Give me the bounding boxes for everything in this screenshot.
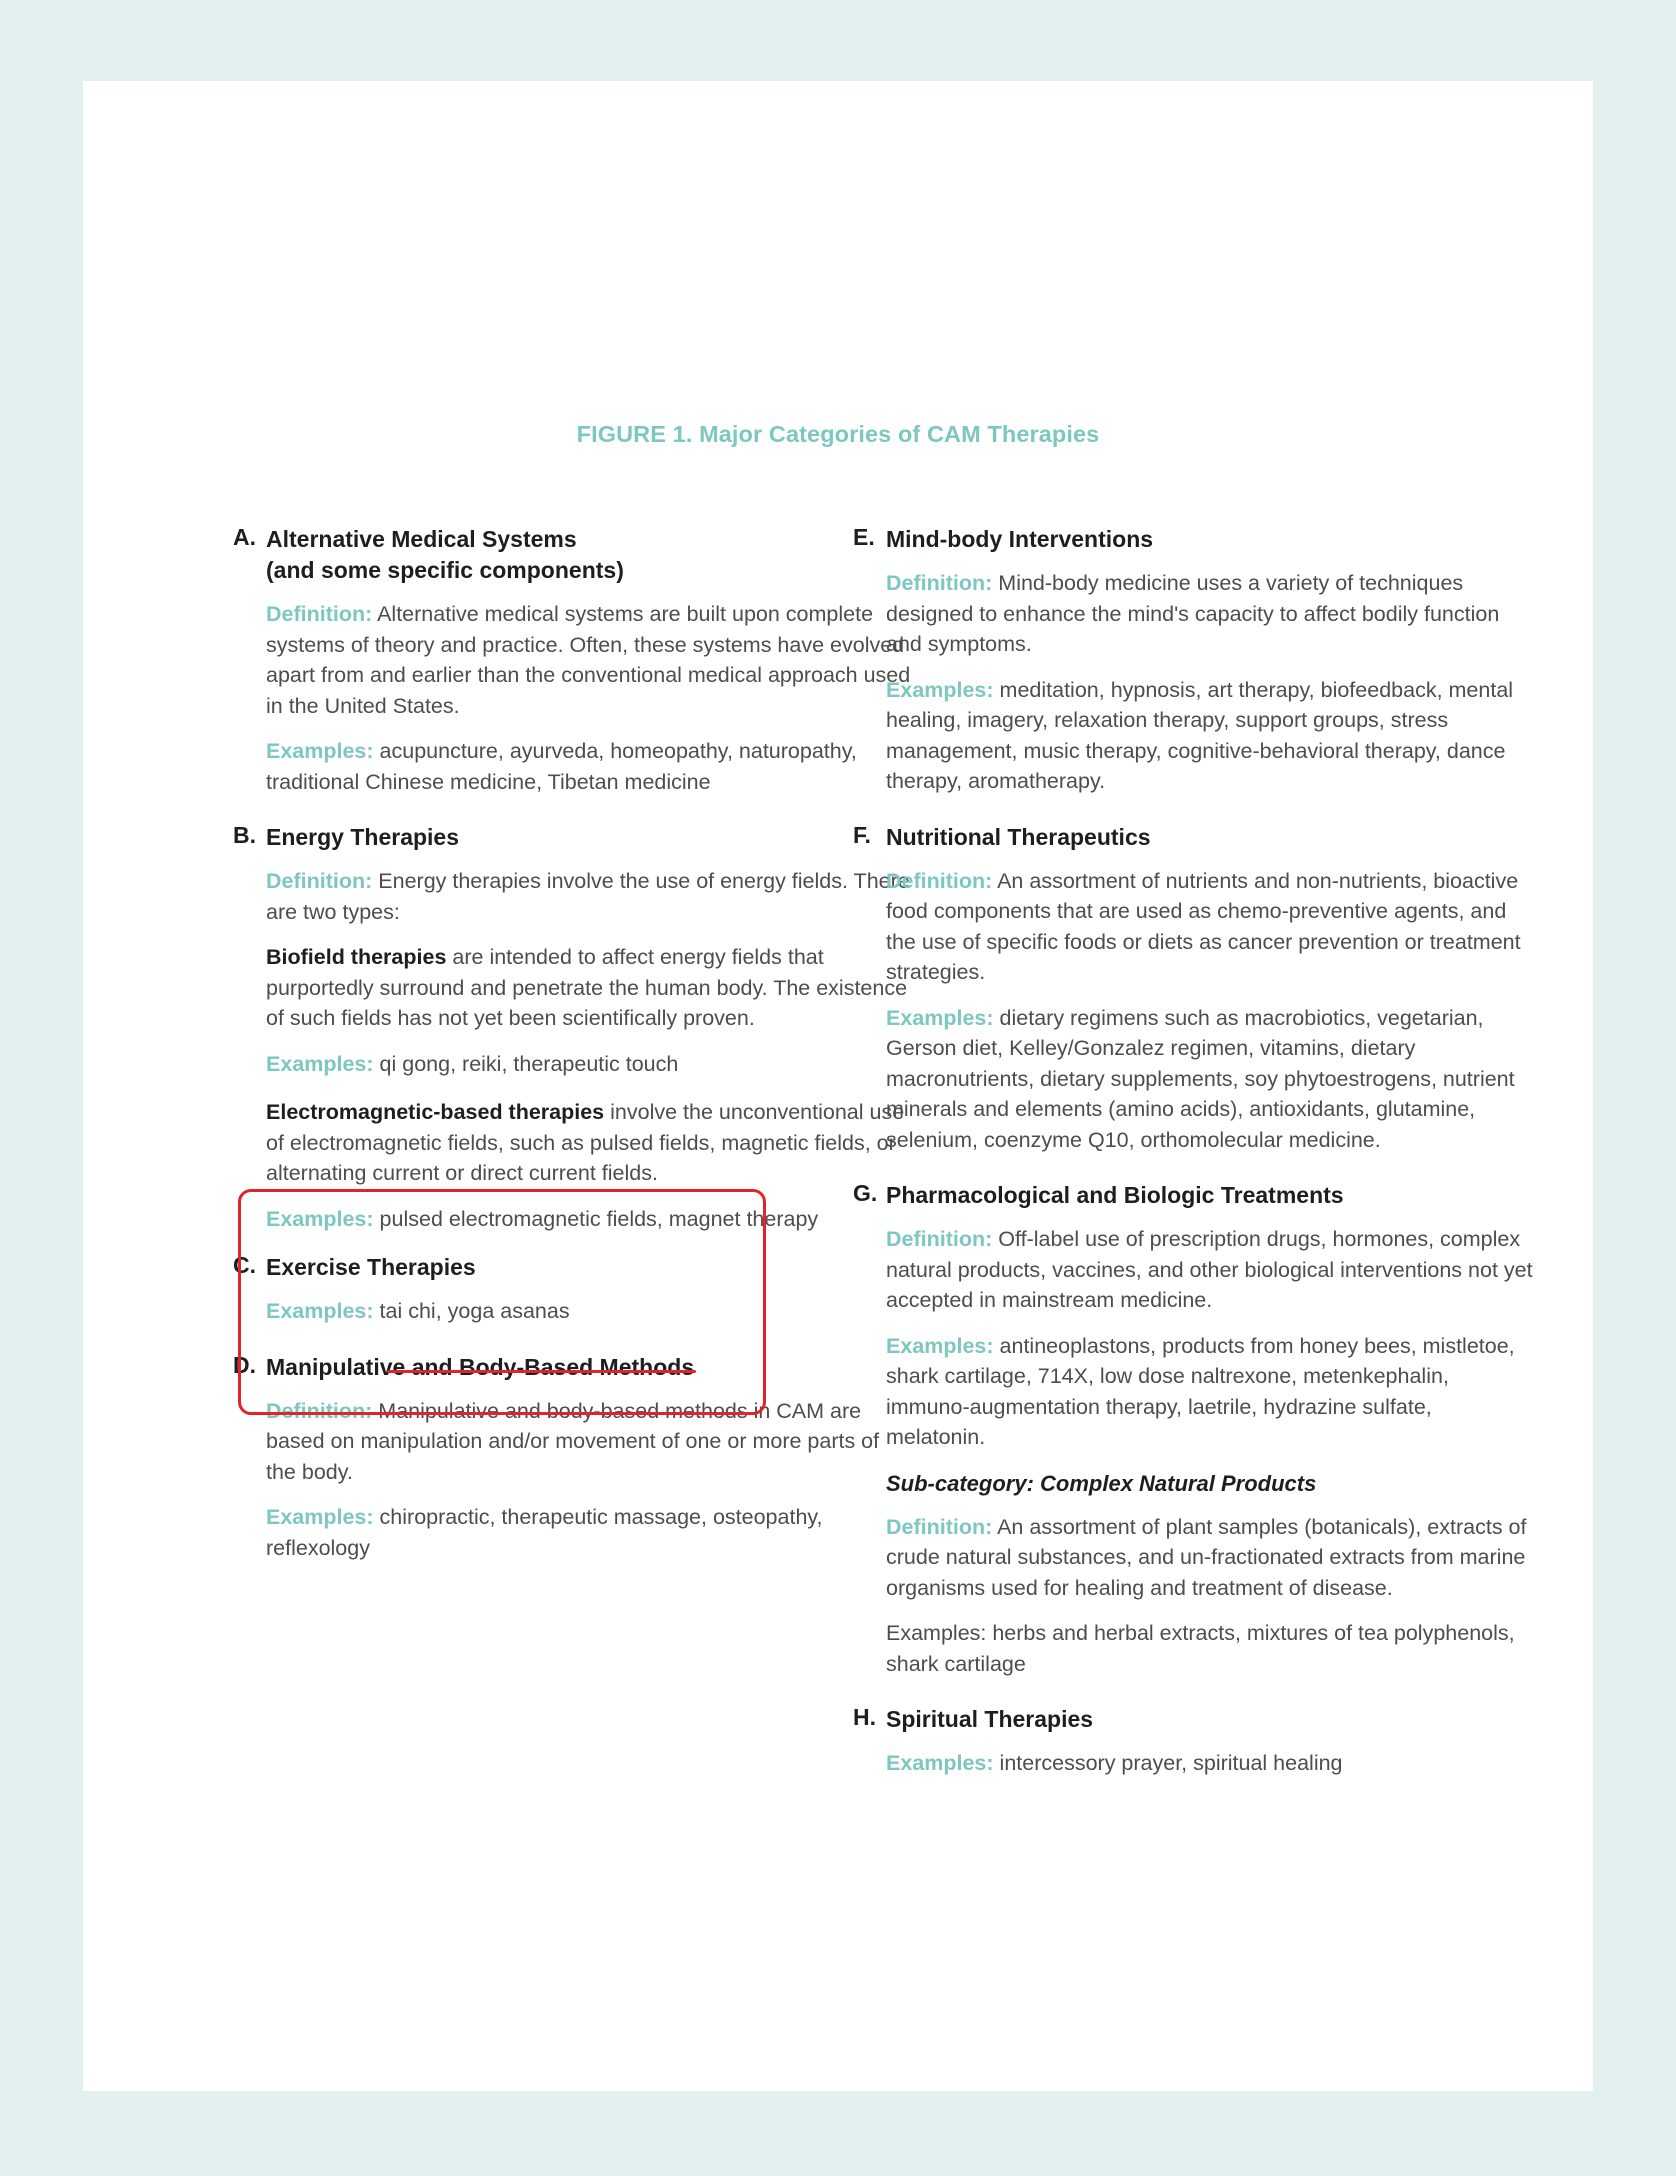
examples-text: dietary regimens such as macrobiotics, vegetarian, Gerson diet, Kelley/Gonzalez regimen, vitamins, dietary macronutrients, dietary supplements, soy phytoestrogens, nutrient minerals and elements (amino acids), antioxidants, glutamine, selenium, coenzyme Q10, orthomolecular medicine. (886, 1005, 1515, 1152)
section-title: Spiritual Therapies (886, 1706, 1094, 1732)
section-letter: F. (853, 821, 871, 848)
biofield-paragraph (266, 942, 913, 1034)
definition-paragraph (266, 599, 913, 721)
examples-paragraph (266, 1502, 913, 1563)
section-title: Nutritional Therapeutics (886, 823, 1151, 850)
definition-label: Definition: (266, 869, 373, 893)
definition-paragraph (886, 866, 1533, 988)
examples-text: pulsed electromagnetic fields, magnet therapy (379, 1206, 819, 1231)
definition-label: Definition: (886, 868, 993, 893)
section-g (853, 1180, 1533, 1679)
section-title: Energy Therapies (266, 824, 460, 850)
definition-text: Alternative medical systems are built upon complete systems of theory and practice. Often, these systems have evolved apart from and earlier than the conventional medical approach used in the United States. (266, 602, 911, 718)
biofield-text: are intended to affect energy fields that purportedly surround and penetrate the human body. The existence of such fields has not yet been scientifically proven. (266, 945, 908, 1030)
section-letter: A. (233, 524, 256, 550)
biofield-term: Biofield therapies (266, 945, 447, 969)
examples-label: Examples: (886, 1333, 994, 1358)
definition-paragraph (886, 568, 1533, 660)
figure-title: FIGURE 1. Major Categories of CAM Therapies (576, 421, 1100, 447)
examples-text: acupuncture, ayurveda, homeopathy, naturopathy, traditional Chinese medicine, Tibetan medicine (266, 739, 857, 794)
section-letter: E. (853, 524, 875, 550)
section-letter: C. (233, 1252, 256, 1278)
definition-label: Definition: (886, 571, 993, 595)
section-a (233, 524, 913, 797)
electromagnetic-term: Electromagnetic-based therapies (266, 1100, 605, 1124)
electromagnetic-paragraph (266, 1097, 913, 1189)
underline-annotation (387, 1370, 696, 1373)
definition-label: Definition: (886, 1227, 993, 1251)
definition-paragraph (886, 1224, 1533, 1316)
examples-label: Examples: (266, 1206, 374, 1231)
examples-paragraph (886, 675, 1533, 797)
definition-text: Off-label use of prescription drugs, hormones, complex natural products, vaccines, and other biological interventions not yet accepted in mainstream medicine. (886, 1227, 1533, 1312)
examples-label: Examples: (266, 1505, 374, 1529)
examples-text: antineoplastons, products from honey bees, mistletoe, shark cartilage, 714X, low dose naltrexone, metenkephalin, immuno-augmentation therapy, laetrile, hydrazine sulfate, melatonin. (886, 1333, 1515, 1449)
examples-label: Examples: (266, 739, 374, 763)
examples-paragraph (886, 1748, 1533, 1779)
examples-label: Examples: (886, 1751, 994, 1775)
document-page (83, 81, 1593, 2091)
examples-text: tai chi, yoga asanas (379, 1299, 570, 1323)
section-title: Mind-body Interventions (886, 526, 1154, 552)
section-f (853, 822, 1533, 1156)
definition-text: Energy therapies involve the use of energy fields. There are two types: (266, 869, 910, 924)
biofield-examples-paragraph (266, 1049, 913, 1080)
definition-label: Definition: (266, 602, 373, 626)
section-title: Alternative Medical Systems (and some specific components) (266, 526, 624, 583)
examples-label: Examples: (266, 1051, 374, 1076)
section-letter: H. (853, 1704, 876, 1730)
electromagnetic-text: involve the unconventional use of electromagnetic fields, such as pulsed fields, magnetic fields, or alternating current or direct current fields. (266, 1100, 905, 1185)
examples-text: qi gong, reiki, therapeutic touch (379, 1051, 679, 1076)
section-title: Manipulative and Body-Based Methods (266, 1353, 695, 1380)
definition-paragraph (266, 866, 913, 927)
examples-paragraph (886, 1003, 1533, 1156)
sub-examples-paragraph: Examples: herbs and herbal extracts, mixtures of tea polyphenols, shark cartilage (886, 1621, 1515, 1676)
section-h (853, 1704, 1533, 1779)
examples-text: intercessory prayer, spiritual healing (999, 1751, 1343, 1775)
definition-label: Definition: (266, 1398, 373, 1423)
definition-text: An assortment of plant samples (botanicals), extracts of crude natural substances, and un-fractionated extracts from marine organisms used for healing and treatment of disease. (886, 1514, 1527, 1600)
section-letter: G. (853, 1180, 878, 1206)
examples-text: chiropractic, therapeutic massage, osteopathy, reflexology (266, 1505, 823, 1560)
examples-label: Examples: (886, 1005, 994, 1030)
examples-text: meditation, hypnosis, art therapy, biofeedback, mental healing, imagery, relaxation therapy, support groups, stress management, music therapy, cognitive-behavioral therapy, dance therapy, aromatherapy. (886, 677, 1514, 793)
section-letter: B. (233, 822, 256, 848)
definition-text: Manipulative and body-based methods in CAM are based on manipulation and/or movement of one or more parts of the body. (266, 1398, 880, 1484)
section-e (853, 524, 1533, 797)
definition-text: Mind-body medicine uses a variety of techniques designed to enhance the mind's capacity to affect bodily function and symptoms. (886, 571, 1500, 656)
right-column (853, 524, 1533, 1794)
examples-paragraph (886, 1331, 1533, 1453)
highlight-box-annotation (238, 1189, 766, 1415)
examples-paragraph (266, 736, 913, 797)
examples-label: Examples: (886, 677, 994, 702)
section-title: Pharmacological and Biologic Treatments (886, 1182, 1344, 1208)
sub-definition-paragraph (886, 1512, 1533, 1604)
definition-text: An assortment of nutrients and non-nutrients, bioactive food components that are used as chemo-preventive agents, and the use of specific foods or diets as cancer prevention or treatment strategies. (886, 868, 1521, 984)
section-b (233, 822, 913, 1234)
left-column (233, 524, 913, 1578)
definition-label: Definition: (886, 1514, 993, 1539)
subcategory-heading: Sub-category: Complex Natural Products (886, 1470, 1317, 1496)
examples-label: Examples: (266, 1299, 374, 1323)
section-letter: D. (233, 1351, 256, 1378)
section-title: Exercise Therapies (266, 1254, 476, 1280)
